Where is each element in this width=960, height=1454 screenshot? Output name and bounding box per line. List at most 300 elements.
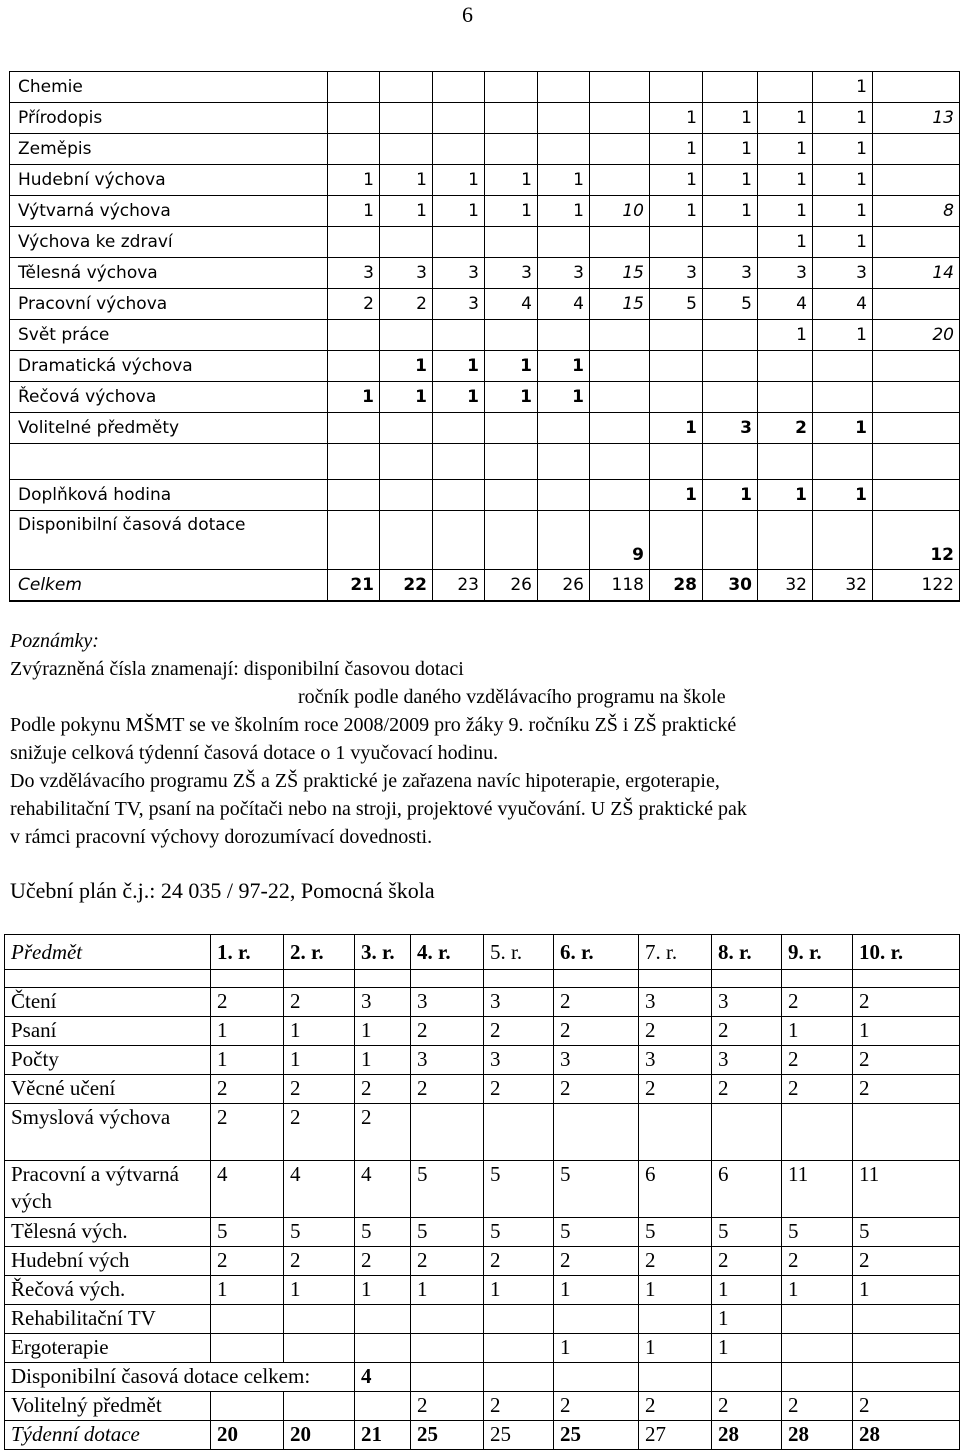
table-cell: 2 — [782, 988, 853, 1017]
table-cell — [853, 1363, 960, 1392]
table-cell — [650, 351, 703, 382]
table-cell: 2 — [355, 1104, 411, 1161]
table-cell — [853, 970, 960, 988]
table-cell: 2 — [284, 1075, 355, 1104]
table-cell — [639, 970, 712, 988]
table-cell: 2 — [411, 1247, 484, 1276]
table-cell: 2 — [712, 1017, 782, 1046]
table-cell — [703, 320, 758, 351]
table-cell: 1 — [538, 351, 590, 382]
table-cell — [484, 1104, 554, 1161]
table-cell: 2 — [554, 1247, 639, 1276]
table-cell: 32 — [758, 570, 813, 602]
subject-name: Tělesná výchova — [10, 258, 328, 289]
table-cell — [380, 134, 433, 165]
subject-name: Celkem — [10, 570, 328, 602]
table-cell: 2 — [211, 988, 284, 1017]
table-cell: 2 — [853, 1392, 960, 1421]
table-cell: 1 — [703, 134, 758, 165]
table-cell: 1 — [758, 165, 813, 196]
table-cell — [355, 1392, 411, 1421]
table-cell: 2 — [211, 1075, 284, 1104]
table-cell — [211, 1305, 284, 1334]
table-cell — [485, 480, 538, 511]
table-cell: 11 — [853, 1161, 960, 1218]
table-cell: 2 — [484, 1017, 554, 1046]
subject-name: Pracovní a výtvarná vých — [5, 1161, 211, 1218]
notes-value: disponibilní časovou dotaci — [243, 658, 464, 680]
table-cell: 2 — [380, 289, 433, 320]
column-header: 9. r. — [782, 935, 853, 970]
table-cell: 12 — [873, 511, 960, 570]
table-cell — [538, 72, 590, 103]
table-row-total — [10, 570, 960, 602]
table-cell — [484, 1334, 554, 1363]
table-cell: 1 — [813, 103, 873, 134]
table-cell: 1 — [380, 165, 433, 196]
table-cell: 1 — [380, 196, 433, 227]
table-cell: 5 — [554, 1161, 639, 1218]
table-cell — [284, 1392, 355, 1421]
table-cell: 1 — [782, 1017, 853, 1046]
table-cell: 1 — [355, 1276, 411, 1305]
table-cell: 2 — [211, 1104, 284, 1161]
table-cell — [590, 444, 650, 480]
table-cell — [782, 1305, 853, 1334]
table-cell — [712, 1363, 782, 1392]
table-cell: 2 — [853, 1075, 960, 1104]
table-cell: 3 — [758, 258, 813, 289]
table-cell: 1 — [758, 320, 813, 351]
table-cell: 2 — [411, 1075, 484, 1104]
table-cell — [873, 227, 960, 258]
table-cell: 2 — [639, 1017, 712, 1046]
table-cell — [538, 480, 590, 511]
table-cell — [873, 289, 960, 320]
table-cell: 2 — [355, 1075, 411, 1104]
table-cell — [758, 351, 813, 382]
table-cell: 2 — [484, 1392, 554, 1421]
subject-name: Disponibilní časová dotace — [10, 511, 328, 570]
subject-name: Smyslová výchova — [5, 1104, 211, 1161]
subject-name: Disponibilní časová dotace celkem: — [5, 1363, 355, 1392]
table-cell: 1 — [355, 1017, 411, 1046]
table-cell: 9 — [590, 511, 650, 570]
table-cell — [590, 165, 650, 196]
table-cell — [380, 227, 433, 258]
table-cell: 3 — [380, 258, 433, 289]
table-cell — [758, 511, 813, 570]
table-cell — [484, 1305, 554, 1334]
table-cell: 1 — [813, 320, 873, 351]
table-cell: 1 — [554, 1276, 639, 1305]
notes-line: v rámci pracovní výchovy dorozumívací dovednosti. — [10, 826, 433, 848]
table-cell: 4 — [355, 1161, 411, 1218]
table-cell — [411, 970, 484, 988]
table-row — [5, 1161, 960, 1218]
table-cell — [590, 72, 650, 103]
table-cell: 4 — [758, 289, 813, 320]
table-cell: 2 — [782, 1075, 853, 1104]
table-cell — [782, 1363, 853, 1392]
table-cell — [433, 227, 485, 258]
table-row — [5, 1334, 960, 1363]
table-cell — [211, 1334, 284, 1363]
table-cell: 8 — [873, 196, 960, 227]
table-cell — [758, 72, 813, 103]
curriculum-table — [4, 934, 960, 1450]
table-cell — [380, 413, 433, 444]
table-cell: 3 — [554, 1046, 639, 1075]
table-cell — [703, 511, 758, 570]
subject-name: Týdenní dotace — [5, 1421, 211, 1450]
table-cell: 5 — [650, 289, 703, 320]
table-cell — [433, 480, 485, 511]
column-header: 8. r. — [712, 935, 782, 970]
table-cell: 2 — [853, 988, 960, 1017]
table-cell: 1 — [328, 165, 380, 196]
table-row — [10, 382, 960, 413]
table-cell: 2 — [554, 988, 639, 1017]
table-cell — [590, 480, 650, 511]
table-cell — [328, 227, 380, 258]
notes — [10, 627, 950, 851]
table-cell: 2 — [639, 1075, 712, 1104]
table-cell: 3 — [703, 258, 758, 289]
table-cell: 30 — [703, 570, 758, 602]
table-cell: 28 — [712, 1421, 782, 1450]
notes-label: Zvýrazněná čísla znamenají: — [10, 658, 239, 680]
table-cell — [873, 72, 960, 103]
table-cell: 28 — [782, 1421, 853, 1450]
table-cell: 1 — [411, 1276, 484, 1305]
table-cell: 1 — [650, 196, 703, 227]
table-cell: 2 — [712, 1075, 782, 1104]
table-cell: 2 — [355, 1247, 411, 1276]
table-cell: 5 — [355, 1218, 411, 1247]
table-cell: 1 — [380, 351, 433, 382]
table-cell: 1 — [433, 165, 485, 196]
subject-name: Hudební vých — [5, 1247, 211, 1276]
table-cell — [590, 320, 650, 351]
table-cell: 3 — [433, 258, 485, 289]
table-cell — [485, 103, 538, 134]
table-cell: 1 — [538, 382, 590, 413]
table-cell: 3 — [712, 1046, 782, 1075]
table-cell — [712, 970, 782, 988]
table-cell: 1 — [433, 382, 485, 413]
table-cell — [782, 1104, 853, 1161]
table-cell — [484, 1363, 554, 1392]
table-cell: 3 — [411, 1046, 484, 1075]
table-cell — [328, 511, 380, 570]
table-row — [10, 227, 960, 258]
table-cell: 26 — [485, 570, 538, 602]
table-cell: 28 — [853, 1421, 960, 1450]
table-cell — [355, 1334, 411, 1363]
table-cell — [433, 134, 485, 165]
table-header-row — [5, 935, 960, 970]
subject-name: Počty — [5, 1046, 211, 1075]
subject-name: Rehabilitační TV — [5, 1305, 211, 1334]
subject-name: Čtení — [5, 988, 211, 1017]
table-cell: 122 — [873, 570, 960, 602]
table-cell — [328, 480, 380, 511]
subject-hours-table — [9, 71, 960, 602]
table-cell: 1 — [813, 134, 873, 165]
table-cell: 4 — [538, 289, 590, 320]
table-row — [5, 1363, 960, 1392]
table-cell — [411, 1104, 484, 1161]
table-cell — [380, 511, 433, 570]
table-cell: 4 — [211, 1161, 284, 1218]
table-cell: 1 — [712, 1276, 782, 1305]
subject-name: Tělesná vých. — [5, 1218, 211, 1247]
subject-name: Dramatická výchova — [10, 351, 328, 382]
table-cell: 1 — [712, 1334, 782, 1363]
table-cell: 2 — [712, 1392, 782, 1421]
subject-name: Výtvarná výchova — [10, 196, 328, 227]
table-cell — [590, 382, 650, 413]
table-cell — [554, 1363, 639, 1392]
table-cell: 2 — [284, 988, 355, 1017]
table-cell — [703, 227, 758, 258]
table-cell: 3 — [813, 258, 873, 289]
table-cell: 2 — [411, 1392, 484, 1421]
table-cell: 14 — [873, 258, 960, 289]
table-cell — [703, 382, 758, 413]
table-cell: 1 — [853, 1017, 960, 1046]
notes-line: Podle pokynu MŠMT se ve školním roce 2008/2009 pro žáky 9. ročníku ZŠ i ZŠ praktické — [10, 714, 737, 736]
subject-name: Hudební výchova — [10, 165, 328, 196]
table-cell: 5 — [703, 289, 758, 320]
table-cell: 1 — [813, 413, 873, 444]
table-cell: 2 — [211, 1247, 284, 1276]
subject-name: Doplňková hodina — [10, 480, 328, 511]
table-cell — [650, 72, 703, 103]
table-cell: 1 — [650, 165, 703, 196]
column-header: 3. r. — [355, 935, 411, 970]
table-cell: 2 — [712, 1247, 782, 1276]
table-cell: 3 — [639, 988, 712, 1017]
table-row — [5, 1247, 960, 1276]
table-cell: 28 — [650, 570, 703, 602]
table-cell — [650, 320, 703, 351]
table-row — [5, 1218, 960, 1247]
subject-name: Psaní — [5, 1017, 211, 1046]
table-cell — [211, 1392, 284, 1421]
table-cell — [355, 970, 411, 988]
table-cell — [782, 970, 853, 988]
table-cell: 2 — [284, 1104, 355, 1161]
table-cell — [703, 351, 758, 382]
table-cell: 1 — [485, 351, 538, 382]
table-cell: 1 — [485, 382, 538, 413]
table-cell — [380, 480, 433, 511]
table-cell — [639, 1305, 712, 1334]
table-cell: 27 — [639, 1421, 712, 1450]
table-cell — [590, 413, 650, 444]
table-cell: 3 — [485, 258, 538, 289]
table-cell — [328, 134, 380, 165]
subject-name: Zeměpis — [10, 134, 328, 165]
table-row — [10, 320, 960, 351]
table-row — [5, 1392, 960, 1421]
table-cell: 2 — [554, 1017, 639, 1046]
column-header: 5. r. — [484, 935, 554, 970]
table-cell: 1 — [284, 1017, 355, 1046]
table-cell: 1 — [703, 103, 758, 134]
table-row — [10, 103, 960, 134]
table-cell: 5 — [639, 1218, 712, 1247]
table-row — [5, 1075, 960, 1104]
table-cell: 1 — [703, 480, 758, 511]
table-cell — [485, 72, 538, 103]
table-cell — [411, 1334, 484, 1363]
table-cell: 2 — [484, 1247, 554, 1276]
table-cell: 21 — [328, 570, 380, 602]
table-cell — [853, 1104, 960, 1161]
column-header: 2. r. — [284, 935, 355, 970]
table-cell — [433, 413, 485, 444]
notes-line: rehabilitační TV, psaní na počítači nebo na stroji, projektové vyučování. U ZŠ praktické pak — [10, 798, 747, 820]
table-cell — [853, 1334, 960, 1363]
table-cell — [873, 444, 960, 480]
table-cell: 1 — [380, 382, 433, 413]
table-cell: 1 — [813, 480, 873, 511]
table-cell: 1 — [485, 165, 538, 196]
table-cell — [433, 103, 485, 134]
subject-name: Řečová vých. — [5, 1276, 211, 1305]
table-cell — [485, 444, 538, 480]
table-cell: 32 — [813, 570, 873, 602]
table-cell: 5 — [853, 1218, 960, 1247]
table-cell: 1 — [650, 413, 703, 444]
subject-name: Svět práce — [10, 320, 328, 351]
table-cell — [758, 382, 813, 413]
subject-name: Výchova ke zdraví — [10, 227, 328, 258]
table-cell — [590, 351, 650, 382]
table-cell: 1 — [650, 134, 703, 165]
table-cell — [538, 444, 590, 480]
table-cell: 6 — [639, 1161, 712, 1218]
table-cell — [554, 970, 639, 988]
table-cell — [590, 227, 650, 258]
table-cell: 20 — [284, 1421, 355, 1450]
table-cell: 25 — [554, 1421, 639, 1450]
table-cell: 3 — [650, 258, 703, 289]
table-cell — [554, 1104, 639, 1161]
table-cell — [411, 1363, 484, 1392]
table-cell: 3 — [712, 988, 782, 1017]
table-cell: 5 — [284, 1218, 355, 1247]
table-cell: 1 — [485, 196, 538, 227]
subject-name: Ergoterapie — [5, 1334, 211, 1363]
table-cell: 3 — [484, 1046, 554, 1075]
table-cell — [873, 351, 960, 382]
table-cell — [813, 444, 873, 480]
table-cell: 1 — [211, 1276, 284, 1305]
table-cell: 2 — [639, 1247, 712, 1276]
table-cell — [538, 103, 590, 134]
table-cell: 1 — [813, 72, 873, 103]
notes-line: ročník podle daného vzdělávacího programu na škole — [298, 686, 726, 708]
table-cell: 2 — [554, 1392, 639, 1421]
table-cell — [284, 1305, 355, 1334]
table-gap-row — [5, 970, 960, 988]
table-cell — [411, 1305, 484, 1334]
subject-name: Řečová výchova — [10, 382, 328, 413]
table-cell — [433, 320, 485, 351]
table-cell: 3 — [411, 988, 484, 1017]
table-cell: 1 — [554, 1334, 639, 1363]
table-cell: 118 — [590, 570, 650, 602]
table-row — [5, 1017, 960, 1046]
table-cell: 23 — [433, 570, 485, 602]
table-cell — [813, 382, 873, 413]
table-cell: 1 — [433, 196, 485, 227]
table-cell — [590, 134, 650, 165]
subject-name: Volitelné předměty — [10, 413, 328, 444]
table-cell: 3 — [703, 413, 758, 444]
table-cell: 25 — [484, 1421, 554, 1450]
table-row — [5, 1276, 960, 1305]
table-cell: 1 — [758, 103, 813, 134]
table-row — [10, 258, 960, 289]
table-cell — [484, 970, 554, 988]
table-cell: 5 — [554, 1218, 639, 1247]
table-cell — [538, 320, 590, 351]
table-cell — [538, 511, 590, 570]
table-cell: 2 — [284, 1247, 355, 1276]
table-cell: 20 — [211, 1421, 284, 1450]
table-cell: 15 — [590, 289, 650, 320]
table-cell: 21 — [355, 1421, 411, 1450]
table-cell: 4 — [284, 1161, 355, 1218]
table-row — [10, 413, 960, 444]
table-cell: 1 — [328, 382, 380, 413]
table-cell: 2 — [782, 1247, 853, 1276]
table-cell: 13 — [873, 103, 960, 134]
table-cell — [5, 970, 211, 988]
table-cell — [380, 320, 433, 351]
table-cell — [873, 134, 960, 165]
table-cell — [485, 227, 538, 258]
table-cell — [590, 103, 650, 134]
table-cell — [328, 320, 380, 351]
table-cell: 1 — [538, 165, 590, 196]
table-cell — [650, 382, 703, 413]
table-row — [10, 289, 960, 320]
table-cell: 4 — [485, 289, 538, 320]
table-cell — [782, 1334, 853, 1363]
table-row — [10, 444, 960, 480]
table-cell — [813, 351, 873, 382]
table-cell: 1 — [284, 1276, 355, 1305]
table-cell: 5 — [211, 1218, 284, 1247]
table-cell — [873, 413, 960, 444]
table-cell: 2 — [554, 1075, 639, 1104]
table-cell — [813, 511, 873, 570]
table-cell: 1 — [328, 196, 380, 227]
table-cell — [639, 1363, 712, 1392]
table-cell: 2 — [853, 1046, 960, 1075]
table-cell — [328, 413, 380, 444]
table-cell — [328, 444, 380, 480]
table-cell: 2 — [853, 1247, 960, 1276]
column-header: 6. r. — [554, 935, 639, 970]
table-cell — [712, 1104, 782, 1161]
